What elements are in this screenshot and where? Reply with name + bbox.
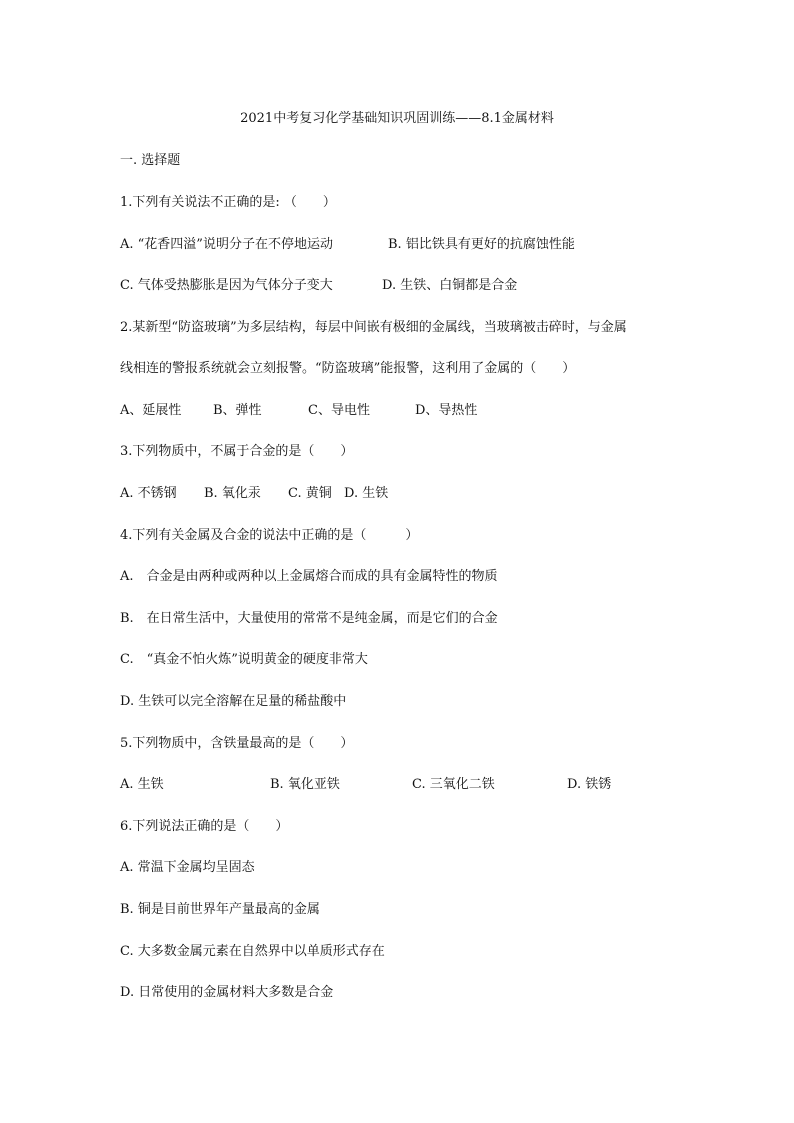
question-6-stem: 6.下列说法正确的是（ ） [120,819,289,834]
document-title: 2021中考复习化学基础知识巩固训练——8.1金属材料 [240,111,554,126]
question-1-stem: 1.下列有关说法不正确的是: （ ） [120,195,336,210]
option-d: D. 生铁 [344,486,389,501]
question-4-stem: 4.下列有关金属及合金的说法中正确的是（ ） [120,528,419,543]
option-c: C、导电性 [308,403,370,418]
section-heading: 一. 选择题 [120,153,181,168]
question-4-option-a: A. 合金是由两种或两种以上金属熔合而成的具有金属特性的物质 [120,569,498,584]
option-b: B、弹性 [213,403,262,418]
question-5-options [120,777,611,793]
question-2-stem-line-1: 2.某新型“防盗玻璃”为多层结构，每层中间嵌有极细的金属线，当玻璃被击碎时，与金属 [120,320,627,335]
option-c: C. 三氧化二铁 [412,777,495,792]
question-6-option-c: C. 大多数金属元素在自然界中以单质形式存在 [120,944,385,959]
option-c: C. 黄铜 [288,486,332,501]
question-4-option-c: C. “真金不怕火炼”说明黄金的硬度非常大 [120,652,368,667]
question-5-stem: 5.下列物质中，含铁量最高的是（ ） [120,736,354,751]
option-a: A. 生铁 [120,777,164,792]
option-d: D. 铁锈 [567,777,612,792]
option-a: A. 不锈钢 [120,486,177,501]
question-6-option-d: D. 日常使用的金属材料大多数是合金 [120,985,334,1000]
question-3-stem: 3.下列物质中，不属于合金的是（ ） [120,444,354,459]
question-2-options [120,403,477,419]
question-4-option-d: D. 生铁可以完全溶解在足量的稀盐酸中 [120,694,347,709]
option-b: B. 氧化亚铁 [270,777,340,792]
option-d: D、导热性 [415,403,478,418]
question-1-options-row-2 [120,278,517,294]
question-6-option-a: A. 常温下金属均呈固态 [120,860,255,875]
option-a: A、延展性 [120,403,182,418]
question-4-option-b: B. 在日常生活中，大量使用的常常不是纯金属，而是它们的合金 [120,611,498,626]
question-3-options [120,486,388,502]
option-b: B. 氧化汞 [204,486,261,501]
option-b: B. 铝比铁具有更好的抗腐蚀性能 [388,237,575,252]
option-d: D. 生铁、白铜都是合金 [382,278,518,293]
question-1-options-row-1 [120,237,575,253]
question-6-option-b: B. 铜是目前世界年产量最高的金属 [120,902,320,917]
option-a: A. “花香四溢”说明分子在不停地运动 [120,237,333,252]
option-c: C. 气体受热膨胀是因为气体分子变大 [120,278,333,293]
question-2-stem-line-2: 线相连的警报系统就会立刻报警。“防盗玻璃”能报警，这利用了金属的（ ） [120,361,576,376]
